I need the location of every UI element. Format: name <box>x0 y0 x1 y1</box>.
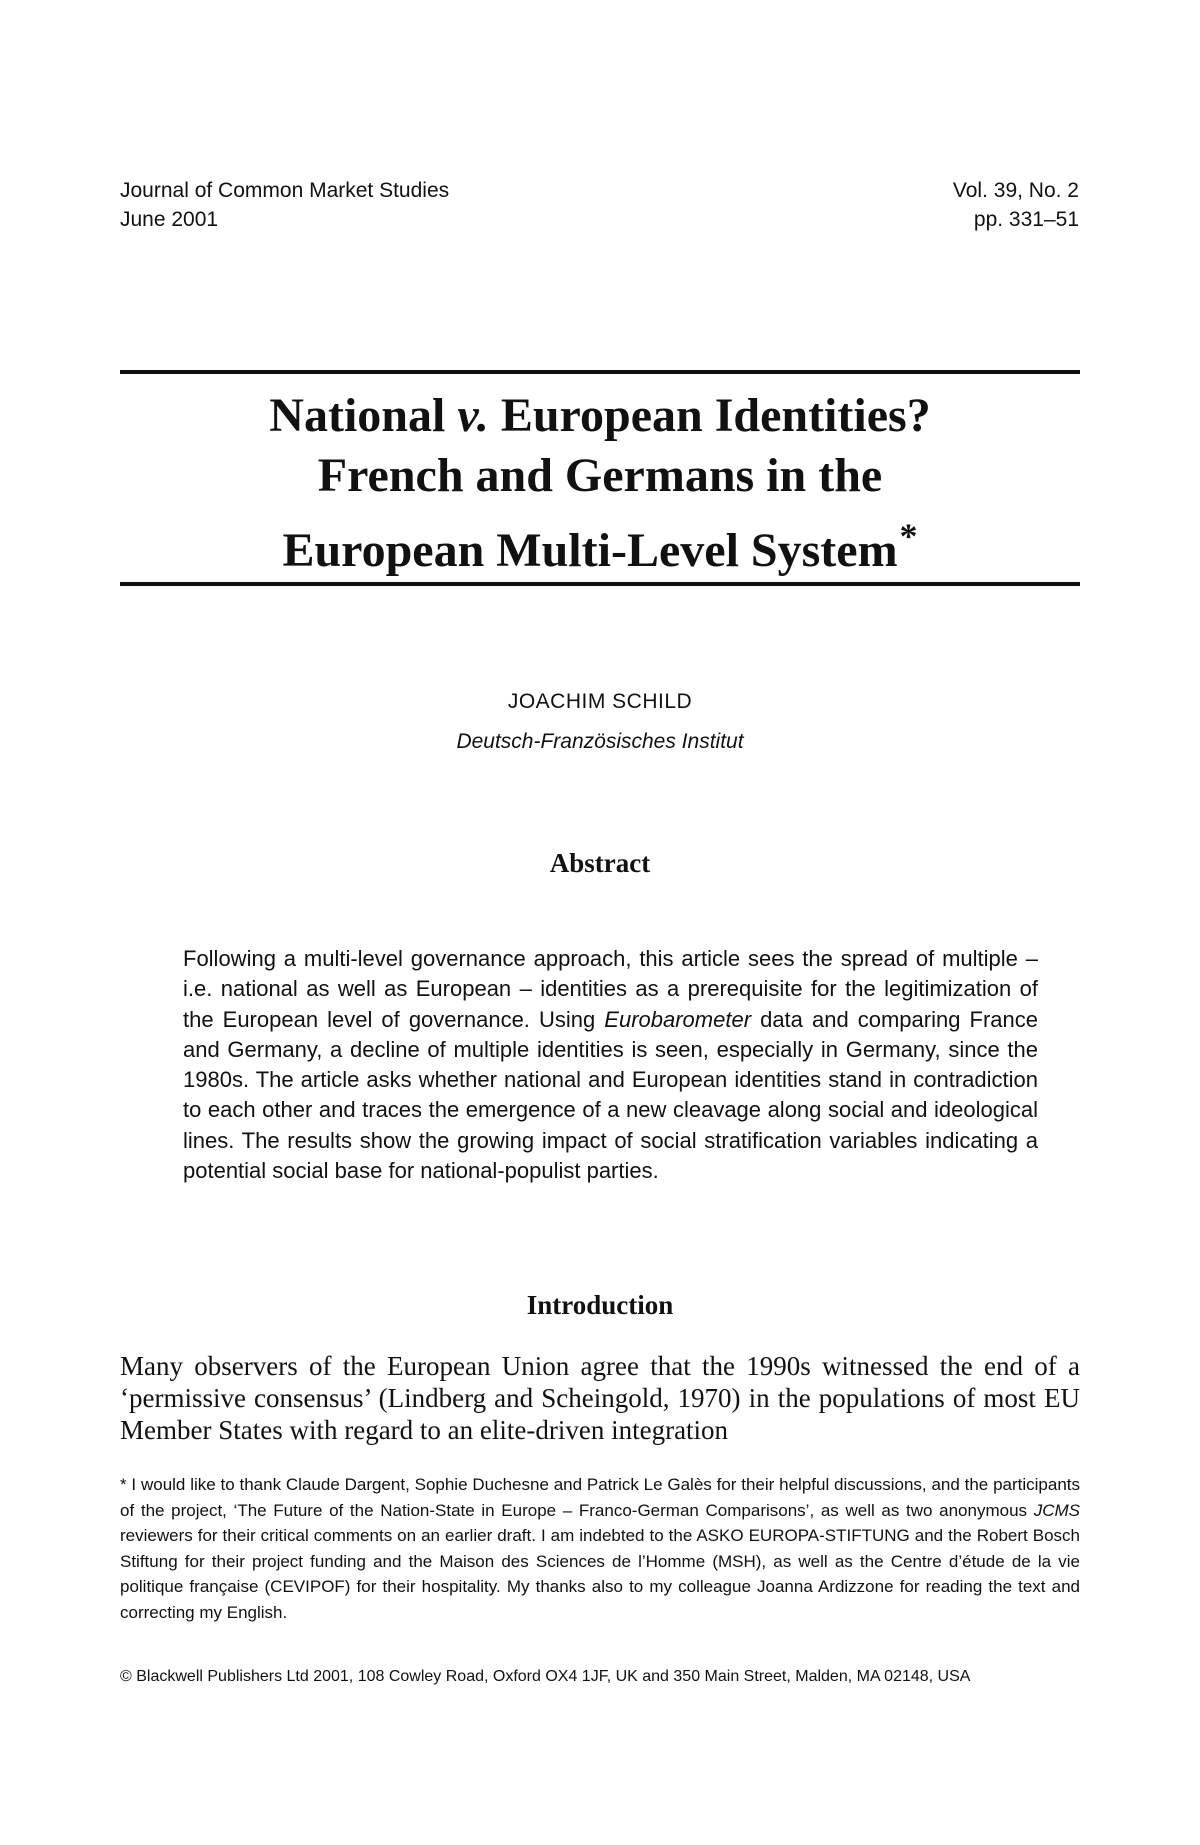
journal-name: Journal of Common Market Studies <box>120 179 450 202</box>
page-range: pp. 331–51 <box>973 208 1079 231</box>
journal-header <box>120 176 449 234</box>
introduction-text: Many observers of the European Union agree that the 1990s witnessed the end of a ‘permissive consensus’ (Lindberg and Scheingold, 1970) in the populations of most EU Member States with regard to an elite-driven integration <box>120 1351 1080 1445</box>
volume-header <box>953 176 1079 234</box>
title-line-2: French and Germans in the <box>317 449 883 502</box>
title-line-1-end: European Identities? <box>488 389 931 442</box>
copyright-notice: © Blackwell Publishers Ltd 2001, 108 Cowley Road, Oxford OX4 1JF, UK and 350 Main Street, Malden, MA 02148, USA <box>120 1668 971 1685</box>
abstract-text-start: Following a multi-level governance approach, this article sees the spread of multiple – i.e. national as well as European – identities as a prerequisite for the legitimization of the European level of governance. Using <box>183 946 1038 1032</box>
title-rule-top <box>120 370 1080 374</box>
issue-date: June 2001 <box>120 208 219 231</box>
title-rule-bottom <box>120 582 1080 586</box>
title-line-1 <box>120 386 1080 446</box>
title-line-3-text: European Multi-Level System <box>282 524 898 577</box>
abstract-text-end: data and comparing France and Germany, a decline of multiple identities is seen, especially in Germany, since the 1980s. The article asks whether national and European identities stand in contradiction to each other and traces the emergence of a new cleavage along social and ideological lines. The results show the growing impact of social stratification variables indicating a potential social base for national-populist parties. <box>183 1006 1038 1184</box>
title-line-3 <box>120 506 1080 581</box>
footnote-text-end: reviewers for their critical comments on an earlier draft. I am indebted to the ASKO EUROPA-STIFTUNG and the Robert Bosch Stiftung for their project funding and the Maison des Sciences de l’Homme (MSH), as well as the Centre d’étude de la vie politique française (CEVIPOF) for their hospitality. My thanks also to my colleague Joanna Ardizzone for reading the text and correcting my English. <box>120 1526 1080 1622</box>
article-title <box>120 386 1080 581</box>
title-line-1-italic: v. <box>457 389 489 442</box>
title-footnote <box>120 1472 1080 1626</box>
abstract-text <box>183 944 1038 1186</box>
introduction-heading: Introduction <box>526 1290 674 1320</box>
abstract-heading: Abstract <box>549 848 651 878</box>
footnote-text-italic: JCMS <box>1033 1500 1080 1520</box>
author-affiliation: Deutsch-Französisches Institut <box>456 730 744 753</box>
abstract-text-italic: Eurobarometer <box>604 1006 752 1032</box>
volume-number: Vol. 39, No. 2 <box>952 179 1079 202</box>
title-line-1-start: National <box>269 389 458 442</box>
title-footnote-mark[interactable]: * <box>899 516 918 556</box>
footnote-text-start: * I would like to thank Claude Dargent, Sophie Duchesne and Patrick Le Galès for their helpful discussions, and the participants of the project, ‘The Future of the Nation-State in Europe – Franco-German Comparisons’, as well as two anonymous <box>120 1475 1080 1520</box>
author-name: JOACHIM SCHILD <box>507 690 693 713</box>
